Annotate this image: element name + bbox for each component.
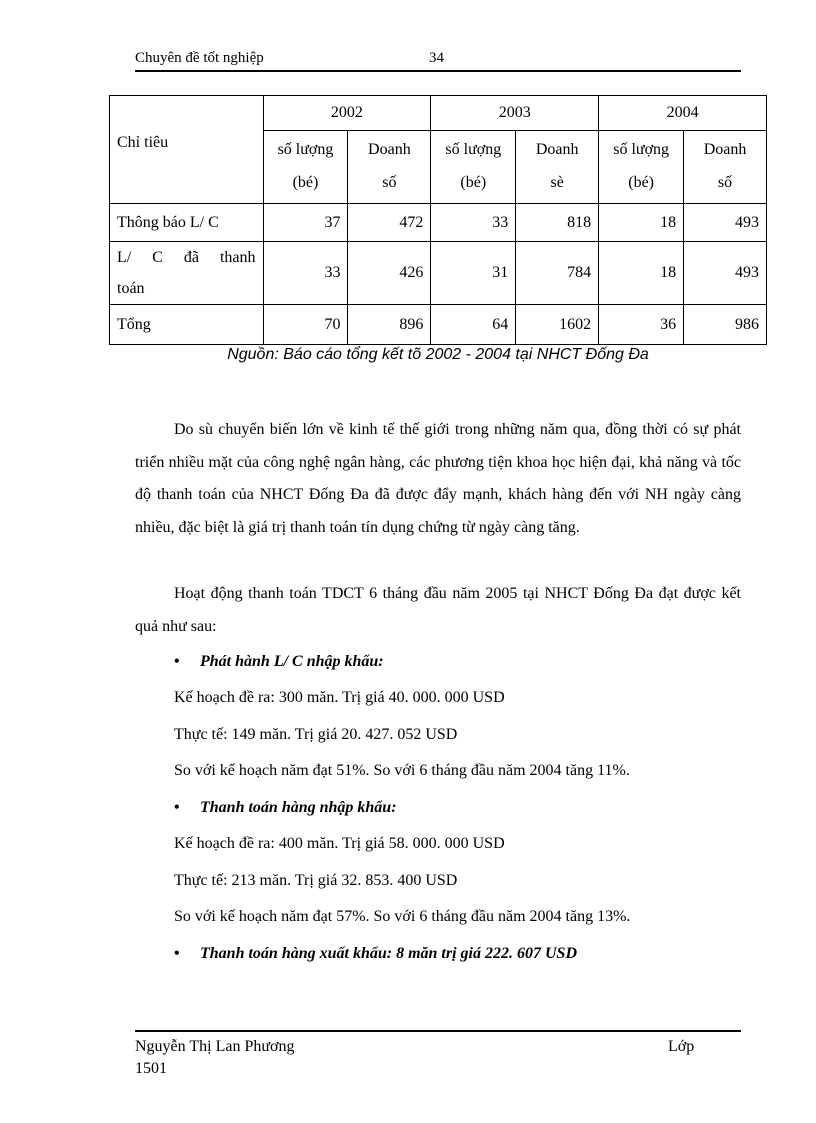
table-cell: 36 [599,305,684,345]
table-cell: 33 [431,204,516,242]
table-cell: 426 [348,242,431,305]
page-number: 34 [429,50,444,66]
table-cell: 493 [684,242,767,305]
table-year-row [110,96,767,131]
row-label: L/ C đã thanh toán [110,242,264,305]
class-label: Lớp [668,1038,695,1055]
section-heading: • Thanh toán hàng xuất khẩu: 8 măn trị giá 222. 607 USD [174,945,577,962]
table-cell: 37 [263,204,348,242]
body-paragraph: Do sù chuyển biến lớn về kinh tế thế giới trong những năm qua, đồng thời có sự phát triển nhiều mặt của công nghệ ngân hàng, các phương tiện khoa học hiện đại, khả năng và tốc độ thanh toán của NHCT Đống Đa đã được đẩy mạnh, khách hàng đến với NH ngày càng nhiều, đặc biệt là giá trị thanh toán tín dụng chứng từ ngày càng tăng. [135,421,741,536]
column-header: Doanh số [348,131,431,204]
list-item: Thực tế: 149 măn. Trị giá 20. 427. 052 USD [174,726,458,743]
column-header: số lượng (bé) [263,131,348,204]
table-cell: 472 [348,204,431,242]
section-heading: • Phát hành L/ C nhập khẩu: [174,653,384,670]
author-name: Nguyễn Thị Lan Phương [135,1038,295,1055]
statistics-table [109,95,767,345]
table-cell: 986 [684,305,767,345]
row-label: Thông báo L/ C [110,204,264,242]
column-header: số lượng (bé) [599,131,684,204]
table-cell: 33 [263,242,348,305]
table-row [110,305,767,345]
table-cell: 896 [348,305,431,345]
table-corner-header: Chỉ tiêu [110,96,264,204]
table-cell: 64 [431,305,516,345]
bullet-icon: • [174,799,180,816]
year-header: 2003 [431,96,599,131]
column-header: số lượng (bé) [431,131,516,204]
class-code: 1501 [135,1060,167,1077]
list-item: Kế hoạch đề ra: 300 măn. Trị giá 40. 000. 000 USD [174,689,505,706]
table-cell: 818 [516,204,599,242]
column-header: Doanh số [684,131,767,204]
list-item: So với kế hoạch năm đạt 57%. So với 6 tháng đầu năm 2004 tăng 13%. [174,908,631,925]
year-header: 2002 [263,96,431,131]
page-header [135,48,741,72]
table-source-caption: Nguồn: Báo cáo tổng kết tõ 2002 - 2004 tại NHCT Đống Đa [227,346,649,363]
table-cell: 31 [431,242,516,305]
table-cell: 70 [263,305,348,345]
year-header: 2004 [599,96,767,131]
table-cell: 18 [599,242,684,305]
table-cell: 493 [684,204,767,242]
bullet-icon: • [174,653,180,670]
table-cell: 784 [516,242,599,305]
document-title: Chuyên đề tốt nghiệp [135,50,264,66]
list-item: Thực tế: 213 măn. Trị giá 32. 853. 400 USD [174,872,458,889]
table-cell: 18 [599,204,684,242]
bullet-icon: • [174,945,180,962]
table-cell: 1602 [516,305,599,345]
body-paragraph: Hoạt động thanh toán TDCT 6 tháng đầu năm 2005 tại NHCT Đống Đa đạt được kết quả như sau: [135,585,741,635]
column-header: Doanh sè [516,131,599,204]
row-label: Tổng [110,305,264,345]
table-row [110,204,767,242]
page-footer [135,1030,741,1077]
section-heading: • Thanh toán hàng nhập khẩu: [174,799,397,816]
list-item: Kế hoạch đề ra: 400 măn. Trị giá 58. 000. 000 USD [174,835,505,852]
table-row [110,242,767,305]
list-item: So với kế hoạch năm đạt 51%. So với 6 tháng đầu năm 2004 tăng 11%. [174,762,630,779]
